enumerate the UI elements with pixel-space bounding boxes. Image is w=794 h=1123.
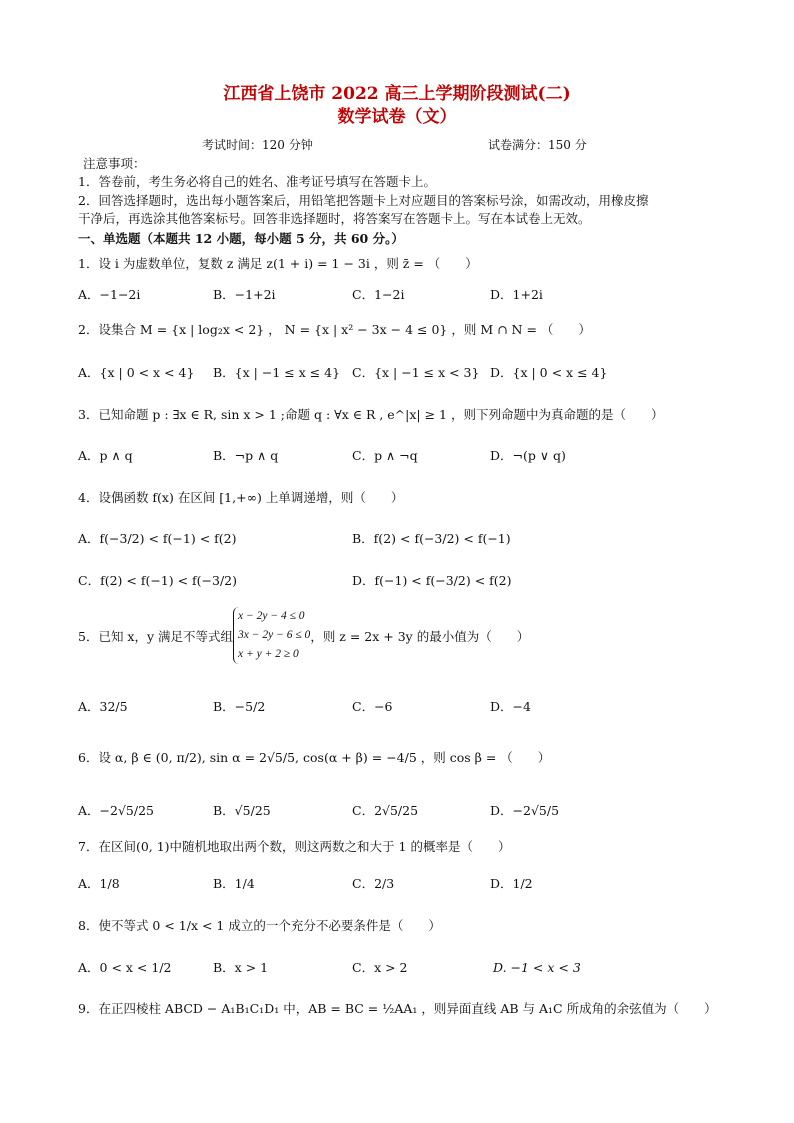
q2-option-b: B．{x | −1 ≤ x ≤ 4} bbox=[213, 365, 341, 380]
note-2-line-1: 2．回答选择题时，选出每小题答案后，用铅笔把答题卡上对应题目的答案标号涂，如需改动，用橡皮擦 bbox=[78, 193, 649, 208]
q7-option-c: C．2/3 bbox=[352, 876, 395, 891]
q5-suffix: ，则 z = 2x + 3y 的最小值为（ ） bbox=[310, 628, 530, 644]
q3-option-d: D．¬(p ∨ q) bbox=[490, 448, 566, 463]
question-5 bbox=[78, 607, 529, 664]
q3-option-a: A．p ∧ q bbox=[78, 448, 133, 463]
q5-option-d: D．−4 bbox=[490, 699, 531, 714]
q2-option-c: C．{x | −1 ≤ x < 3} bbox=[352, 365, 480, 380]
q5-inequality-system bbox=[233, 607, 310, 664]
q1-option-b: B．−1+2i bbox=[213, 287, 276, 302]
q8-option-a: A．0 < x < 1/2 bbox=[78, 960, 172, 975]
q6-option-d: D．−2√5/5 bbox=[490, 803, 560, 818]
q5-option-a: A．32/5 bbox=[78, 699, 128, 714]
exam-title: 江西省上饶市 2022 高三上学期阶段测试(二) bbox=[223, 84, 571, 104]
exam-time: 考试时间：120 分钟 bbox=[202, 138, 313, 152]
q8-option-b: B．x > 1 bbox=[213, 960, 269, 975]
q3-option-b: B．¬p ∧ q bbox=[213, 448, 279, 463]
q5-option-c: C．−6 bbox=[352, 699, 393, 714]
q6-option-c: C．2√5/25 bbox=[352, 803, 419, 818]
q5-inequality-2: 3x − 2y − 6 ≤ 0 bbox=[238, 629, 311, 641]
question-9: 9．在正四棱柱 ABCD − A₁B₁C₁D₁ 中，AB = BC = ½AA₁ ，则异面直线 AB 与 A₁C 所成角的余弦值为（ ） bbox=[78, 1001, 717, 1016]
q3-option-c: C．p ∧ ¬q bbox=[352, 448, 418, 463]
q2-option-a: A．{x | 0 < x < 4} bbox=[78, 365, 195, 380]
q5-option-b: B．−5/2 bbox=[213, 699, 266, 714]
q6-option-a: A．−2√5/25 bbox=[78, 803, 154, 818]
q7-option-a: A．1/8 bbox=[78, 876, 120, 891]
q6-option-b: B．√5/25 bbox=[213, 803, 271, 818]
q4-option-d: D．f(−1) < f(−3/2) < f(2) bbox=[352, 573, 512, 588]
q7-option-d: D．1/2 bbox=[490, 876, 533, 891]
q8-option-c: C．x > 2 bbox=[352, 960, 408, 975]
q1-option-c: C．1−2i bbox=[352, 287, 405, 302]
q5-inequality-1: x − 2y − 4 ≤ 0 bbox=[238, 610, 305, 622]
question-8: 8．使不等式 0 < 1/x < 1 成立的一个充分不必要条件是（ ） bbox=[78, 918, 441, 933]
note-2-line-2: 干净后，再选涂其他答案标号。回答非选择题时，将答案写在答题卡上。写在本试卷上无效。 bbox=[78, 211, 591, 226]
question-4: 4．设偶函数 f(x) 在区间 [1,+∞) 上单调递增，则（ ） bbox=[78, 490, 404, 505]
exam-subtitle: 数学试卷（文） bbox=[337, 107, 457, 127]
q5-inequality-3: x + y + 2 ≥ 0 bbox=[238, 648, 299, 660]
question-7: 7．在区间(0, 1)中随机地取出两个数，则这两数之和大于 1 的概率是（ ） bbox=[78, 839, 511, 854]
q5-prefix: 5．已知 x，y 满足不等式组 bbox=[78, 628, 234, 644]
question-6: 6．设 α, β ∈ (0, π/2), sin α = 2√5/5, cos(α + β) = −4/5 ，则 cos β = （ ） bbox=[78, 750, 551, 765]
question-2: 2．设集合 M = {x | log₂x < 2} ， N = {x | x² − 3x − 4 ≤ 0} ，则 M ∩ N = （ ） bbox=[78, 322, 591, 337]
q8-option-d: D. −1 < x < 3 bbox=[493, 960, 581, 975]
section-heading: 一、单选题（本题共 12 小题，每小题 5 分，共 60 分。） bbox=[78, 231, 404, 246]
q4-option-a: A．f(−3/2) < f(−1) < f(2) bbox=[78, 531, 237, 546]
q7-option-b: B．1/4 bbox=[213, 876, 255, 891]
q1-option-a: A．−1−2i bbox=[78, 287, 141, 302]
q4-option-c: C．f(2) < f(−1) < f(−3/2) bbox=[78, 573, 238, 588]
q1-option-d: D．1+2i bbox=[490, 287, 543, 302]
notes-heading: 注意事项： bbox=[83, 156, 146, 171]
full-score: 试卷满分：150 分 bbox=[488, 138, 587, 152]
note-1: 1．答卷前，考生务必将自己的姓名、准考证号填写在答题卡上。 bbox=[78, 174, 436, 189]
q2-option-d: D．{x | 0 < x ≤ 4} bbox=[490, 365, 608, 380]
q4-option-b: B．f(2) < f(−3/2) < f(−1) bbox=[352, 531, 511, 546]
question-3: 3．已知命题 p : ∃x ∈ R, sin x > 1 ;命题 q : ∀x ∈ R , e^|x| ≥ 1 ，则下列命题中为真命题的是（ ） bbox=[78, 407, 664, 422]
question-1: 1．设 i 为虚数单位，复数 z 满足 z(1 + i) = 1 − 3i ，则 z̄ = （ ） bbox=[78, 256, 478, 271]
